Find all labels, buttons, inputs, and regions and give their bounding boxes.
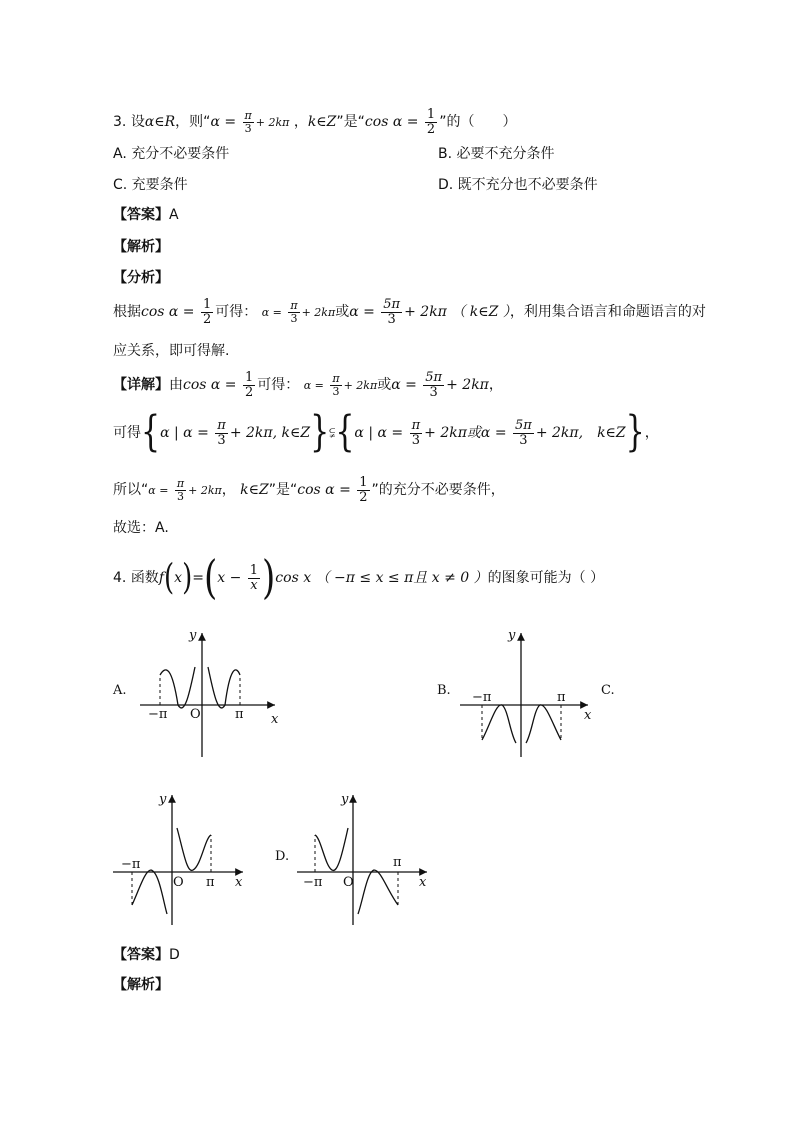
y-axis-label: y <box>341 792 349 807</box>
curve-right <box>177 828 211 870</box>
graph-c[interactable] <box>113 790 263 930</box>
q3-choose: 故选：A. <box>113 520 169 536</box>
q3-fenxi-line2: 应关系，即可得解. <box>113 343 230 359</box>
y-axis-label: y <box>159 792 167 807</box>
q3-fenxi-tag: 【分析】 <box>113 270 169 286</box>
pi-label: π <box>557 690 566 705</box>
curve-left <box>132 870 167 914</box>
q4-stem: 4. 函数f(x)=(x − $\frac{1}{x}$ )cos x （ −π ≤ x ≤ π且 x ≠ 0 ）的图象可能为（ ） <box>113 551 605 605</box>
q3-fenxi-line1: 根据cos α = $\frac{1}{2}$ 可得： α = $\frac{\pi}{3}$ + 2kπ或α = $\frac{5\pi}{3}$ + 2kπ （ k∈Z ），利用集合语言和命题语言的对 <box>113 297 706 327</box>
neg-pi-label: −π <box>121 857 141 872</box>
graph-a[interactable] <box>140 625 300 765</box>
q3-set-line: 可得{α | α = $\frac{\pi}{3}$ + 2kπ, k∈Z}⫋{α | α = $\frac{\pi}{3}$ + 2kπ或α = $\frac{5\pi}{3}$ + 2kπ, k∈Z}， <box>113 407 659 457</box>
q4-number: 4. <box>113 570 127 586</box>
q3-answer: 【答案】A <box>113 207 179 223</box>
y-axis-label: y <box>189 628 197 643</box>
graph-b[interactable] <box>460 625 600 765</box>
curve-left <box>315 828 348 870</box>
y-axis-label: y <box>508 628 516 643</box>
curve-right <box>526 705 561 743</box>
q4-analysis-tag: 【解析】 <box>113 977 169 993</box>
pi-label: π <box>235 707 244 722</box>
pi-over-3: $\frac{\pi}{3}$ <box>244 109 252 135</box>
neg-pi-label: −π <box>472 690 492 705</box>
x-axis-label: x <box>584 708 592 723</box>
q4-answer: 【答案】D <box>113 947 180 963</box>
pi-label: π <box>206 875 215 890</box>
curve-right <box>208 667 240 708</box>
q4-option-c-label[interactable]: C. <box>601 683 615 698</box>
origin-label: O <box>190 707 201 722</box>
curve-left <box>482 705 516 743</box>
neg-pi-label: −π <box>148 707 168 722</box>
q3-option-c[interactable]: C. 充要条件 <box>113 177 188 193</box>
q3-so-line: 所以“α = $\frac{\pi}{3}$ + 2kπ， k∈Z”是“cos α = $\frac{1}{2}$ ”的充分不必要条件， <box>113 475 505 505</box>
curve-left <box>160 667 195 708</box>
q3-option-d[interactable]: D. 既不充分也不必要条件 <box>438 177 598 193</box>
q3-detail-line: 【详解】由cos α = $\frac{1}{2}$ 可得： α = $\frac{\pi}{3}$ + 2kπ或α = $\frac{5\pi}{3}$ + 2kπ， <box>113 370 503 400</box>
origin-label: O <box>343 875 354 890</box>
x-axis-label: x <box>235 875 243 890</box>
q4-option-d-label[interactable]: D. <box>275 849 290 864</box>
q4-option-a-label[interactable]: A. <box>113 683 127 698</box>
one-half: $\frac{1}{2}$ <box>426 107 436 137</box>
q3-number: 3. <box>113 114 127 131</box>
q4-option-b-label[interactable]: B. <box>437 683 451 698</box>
q3-stem: 3. 设α∈R，则“α = $\frac{\pi}{3}$ + 2kπ ，k∈Z”是“cos α = $\frac{1}{2}$ ”的（ ） <box>113 107 517 137</box>
origin-label: O <box>173 875 184 890</box>
x-axis-label: x <box>271 712 279 727</box>
q3-analysis-tag: 【解析】 <box>113 239 169 255</box>
x-axis-label: x <box>419 875 427 890</box>
q3-option-a[interactable]: A. 充分不必要条件 <box>113 146 230 162</box>
curve-right <box>358 870 398 914</box>
q3-option-b[interactable]: B. 必要不充分条件 <box>438 146 555 162</box>
pi-label: π <box>393 855 402 870</box>
neg-pi-label: −π <box>303 875 323 890</box>
graph-d[interactable] <box>297 790 447 930</box>
